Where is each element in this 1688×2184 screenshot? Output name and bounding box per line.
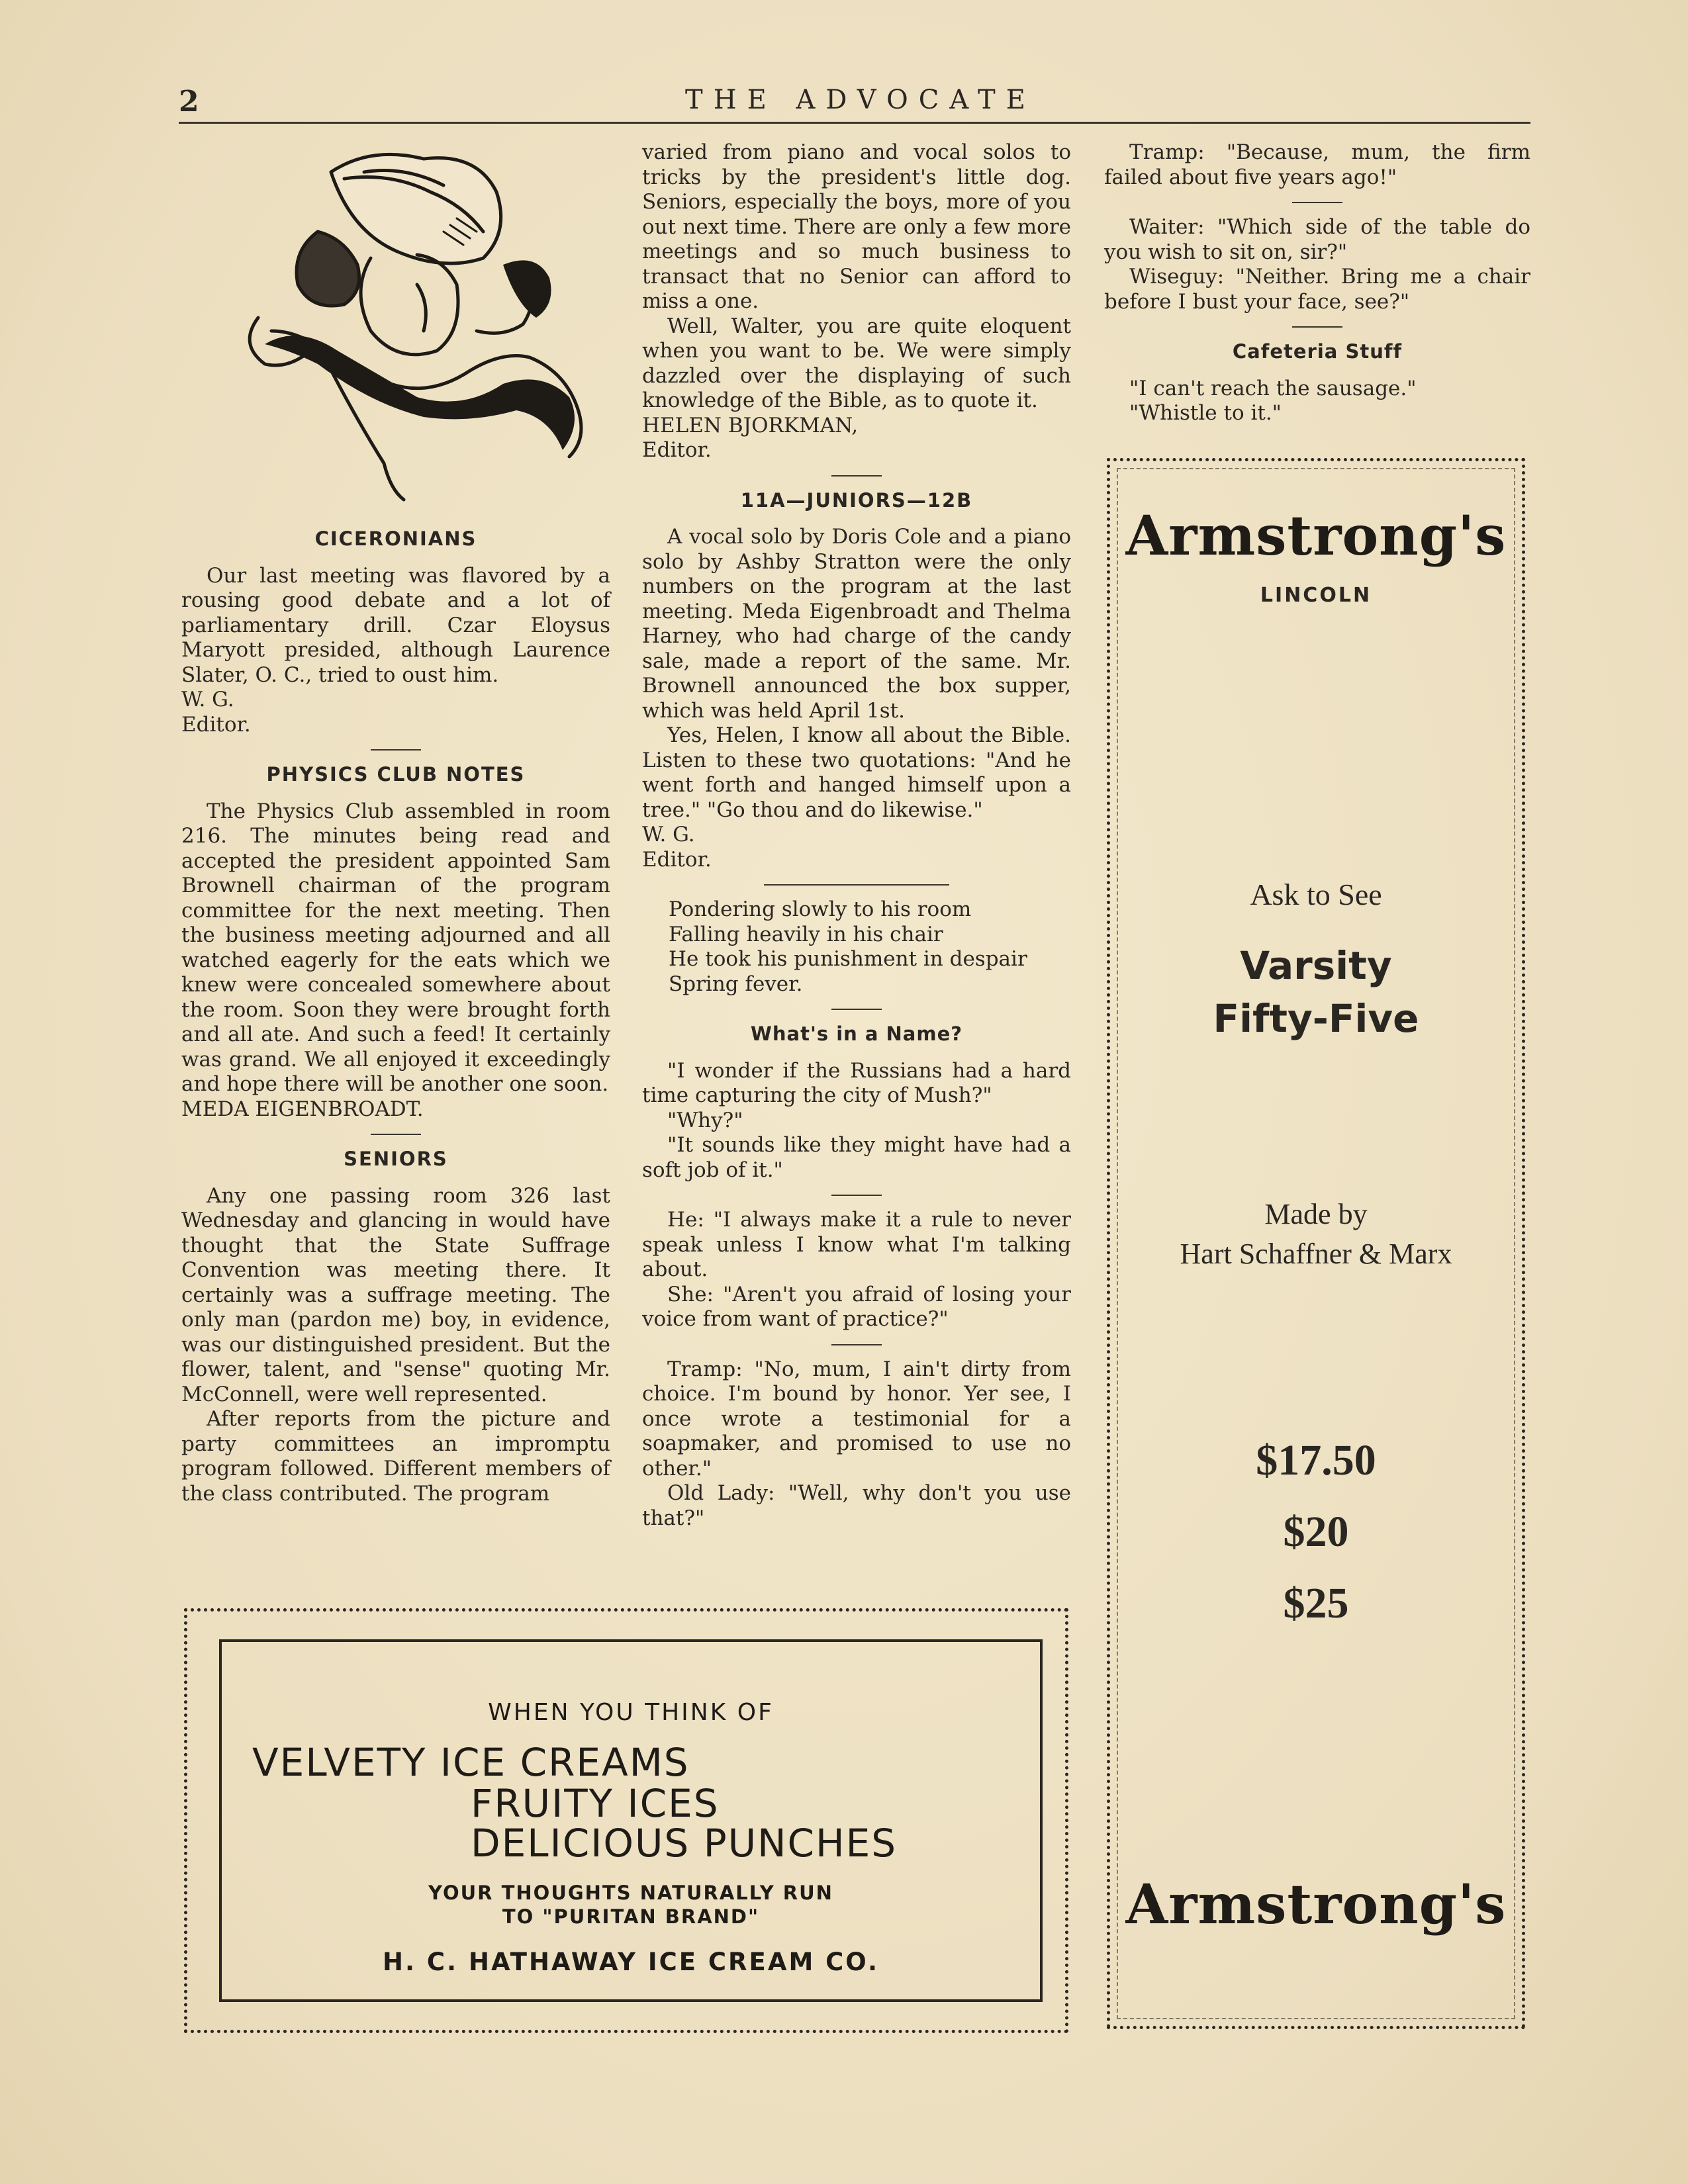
hathaway-line-7: H. C. HATHAWAY ICE CREAM CO. [383, 1948, 879, 1976]
helen-signature: HELEN BJORKMAN, [642, 413, 859, 437]
hathaway-advertisement [184, 1608, 1068, 2033]
cafeteria-line-1: "I can't reach the sausage." [1129, 376, 1417, 400]
poem-line: He took his punishment in despair [669, 947, 1027, 971]
divider [1292, 326, 1342, 328]
page-number: 2 [179, 85, 199, 118]
divider [831, 1195, 882, 1196]
hathaway-line-3: FRUITY ICES [471, 1781, 720, 1826]
armstrongs-brand-top: Armstrong's [1125, 504, 1507, 568]
column-2 [642, 140, 1071, 1531]
name-line-1: "I wonder if the Russians had a hard time capturing the city of Mush?" [642, 1058, 1071, 1107]
juniors-text-2: Yes, Helen, I know all about the Bible. Listen to these two quotations: "And he went forth and hanged himself upon a tree." "Go thou and do likewise." [642, 723, 1071, 822]
divider [371, 1134, 421, 1135]
physics-signature: MEDA EIGENBROADT. [181, 1097, 424, 1121]
wiseguy-text: Wiseguy: "Neither. Bring me a chair before I bust your face, see?" [1104, 265, 1530, 314]
juniors-text-1: A vocal solo by Doris Cole and a piano solo by Ashby Stratton were the only numbers on the program at the last meeting. Meda Eigenbroadt and Thelma Harney, who had charge of the candy sale, made a report of the same. Mr. Brownell announced the box supper, which was held April 1st. [642, 525, 1071, 723]
header-rule [179, 122, 1530, 124]
divider [764, 884, 949, 886]
ad-price: $17.50 [1256, 1436, 1376, 1484]
name-heading: What's in a Name? [750, 1023, 963, 1045]
seniors-text-2: After reports from the picture and party committees an impromptu program followed. Different members of the class contributed. The program [181, 1407, 610, 1506]
ad-price: $25 [1283, 1579, 1349, 1627]
walter-text: Well, Walter, you are quite eloquent when you want to be. We were simply dazzled over the displaying of such knowledge of the Bible, as to quote it. [642, 314, 1071, 412]
physics-text: The Physics Club assembled in room 216. The minutes being read and accepted the president appointed Sam Brownell chairman of the program committee for the next meeting. Then the business meeting adjourned and all watched eagerly for the eats which we knew were concealed somewhere about the room. Soon they were brought forth and all ate. And such a feed! It certainly was grand. We all enjoyed it exceedingly and hope there will be another one soon. [181, 799, 610, 1096]
hathaway-line-2: VELVETY ICE CREAMS [252, 1740, 690, 1785]
woman-portrait-illustration [218, 132, 629, 503]
poem-line: Falling heavily in his chair [669, 922, 943, 946]
ad-city: LINCOLN [1260, 584, 1372, 607]
ciceronians-text: Our last meeting was flavored by a rousing good debate and a lot of parliamentary drill. Czar Eloysus Maryott presided, although Laurence Slater, O. C., tried to oust him. [181, 563, 610, 687]
ad-ask-to-see: Ask to See [1250, 878, 1382, 911]
divider [831, 475, 882, 477]
ad-product-line-2: Fifty-Five [1213, 996, 1419, 1041]
physics-heading: PHYSICS CLUB NOTES [266, 763, 526, 786]
ciceronians-heading: CICERONIANS [314, 527, 477, 550]
divider [831, 1344, 882, 1345]
ciceronians-signature-title: Editor. [181, 712, 251, 737]
ad-made-by: Made by [1264, 1198, 1368, 1230]
waiter-text: Waiter: "Which side of the table do you wish to sit on, sir?" [1104, 215, 1530, 264]
juniors-signature-title: Editor. [642, 847, 712, 872]
he-text: He: "I always make it a rule to never speak unless I know what I'm talking about. [642, 1208, 1071, 1281]
she-text: She: "Aren't you afraid of losing your voice from want of practice?" [642, 1282, 1071, 1331]
juniors-signature: W. G. [642, 823, 695, 846]
divider [831, 1009, 882, 1010]
poem-line: Pondering slowly to his room [669, 897, 972, 921]
tramp-text: Tramp: "No, mum, I ain't dirty from choice. I'm bound by honor. Yer see, I once wrote a testimonial for a soapmaker, and promised to use no other." [642, 1357, 1071, 1480]
seniors-text-1: Any one passing room 326 last Wednesday and glancing in would have thought that the State Suffrage Convention was meeting there. It certainly was a suffrage meeting. The only man (pardon me) boy, in evidence, was our distinguished president. But the flower, talent, and "sense" quoting Mr. McConnell, were well represented. [181, 1183, 610, 1406]
old-lady-text: Old Lady: "Well, why don't you use that?" [642, 1481, 1071, 1530]
seniors-heading: SENIORS [344, 1148, 448, 1170]
poem [642, 897, 1071, 997]
name-line-3: "It sounds like they might have had a soft job of it." [642, 1133, 1071, 1182]
divider [1292, 202, 1342, 203]
juniors-heading: 11A—JUNIORS—12B [740, 488, 973, 512]
cafeteria-line-2: "Whistle to it." [1129, 401, 1282, 425]
hathaway-ad-box [219, 1639, 1043, 2002]
hathaway-line-4: DELICIOUS PUNCHES [471, 1821, 898, 1866]
column-3 [1104, 140, 1530, 426]
helen-signature-title: Editor. [642, 438, 712, 462]
column-1 [181, 524, 610, 1506]
seniors-continued-text: varied from piano and vocal solos to tricks by the president's little dog. Seniors, especially the boys, more of you out next time. There are only a few more meetings and so much business to transact that no Senior can afford to miss a one. [642, 140, 1071, 313]
armstrongs-brand-bottom: Armstrong's [1125, 1873, 1507, 1936]
hathaway-line-1: WHEN YOU THINK OF [488, 1699, 774, 1726]
ciceronians-signature: W. G. [181, 688, 234, 711]
hathaway-line-5: YOUR THOUGHTS NATURALLY RUN [428, 1882, 833, 1904]
tramp-reply-text: Tramp: "Because, mum, the firm failed about five years ago!" [1104, 140, 1530, 189]
poem-line: Spring fever. [669, 972, 803, 996]
divider [371, 749, 421, 751]
ad-price: $20 [1283, 1508, 1349, 1556]
hathaway-line-6: TO "PURITAN BRAND" [502, 1905, 760, 1928]
name-line-2: "Why?" [667, 1108, 743, 1132]
cafeteria-heading: Cafeteria Stuff [1232, 340, 1403, 363]
ad-maker: Hart Schaffner & Marx [1180, 1238, 1452, 1270]
publication-title: THE ADVOCATE [685, 85, 1036, 115]
ad-product-line-1: Varsity [1240, 943, 1392, 988]
